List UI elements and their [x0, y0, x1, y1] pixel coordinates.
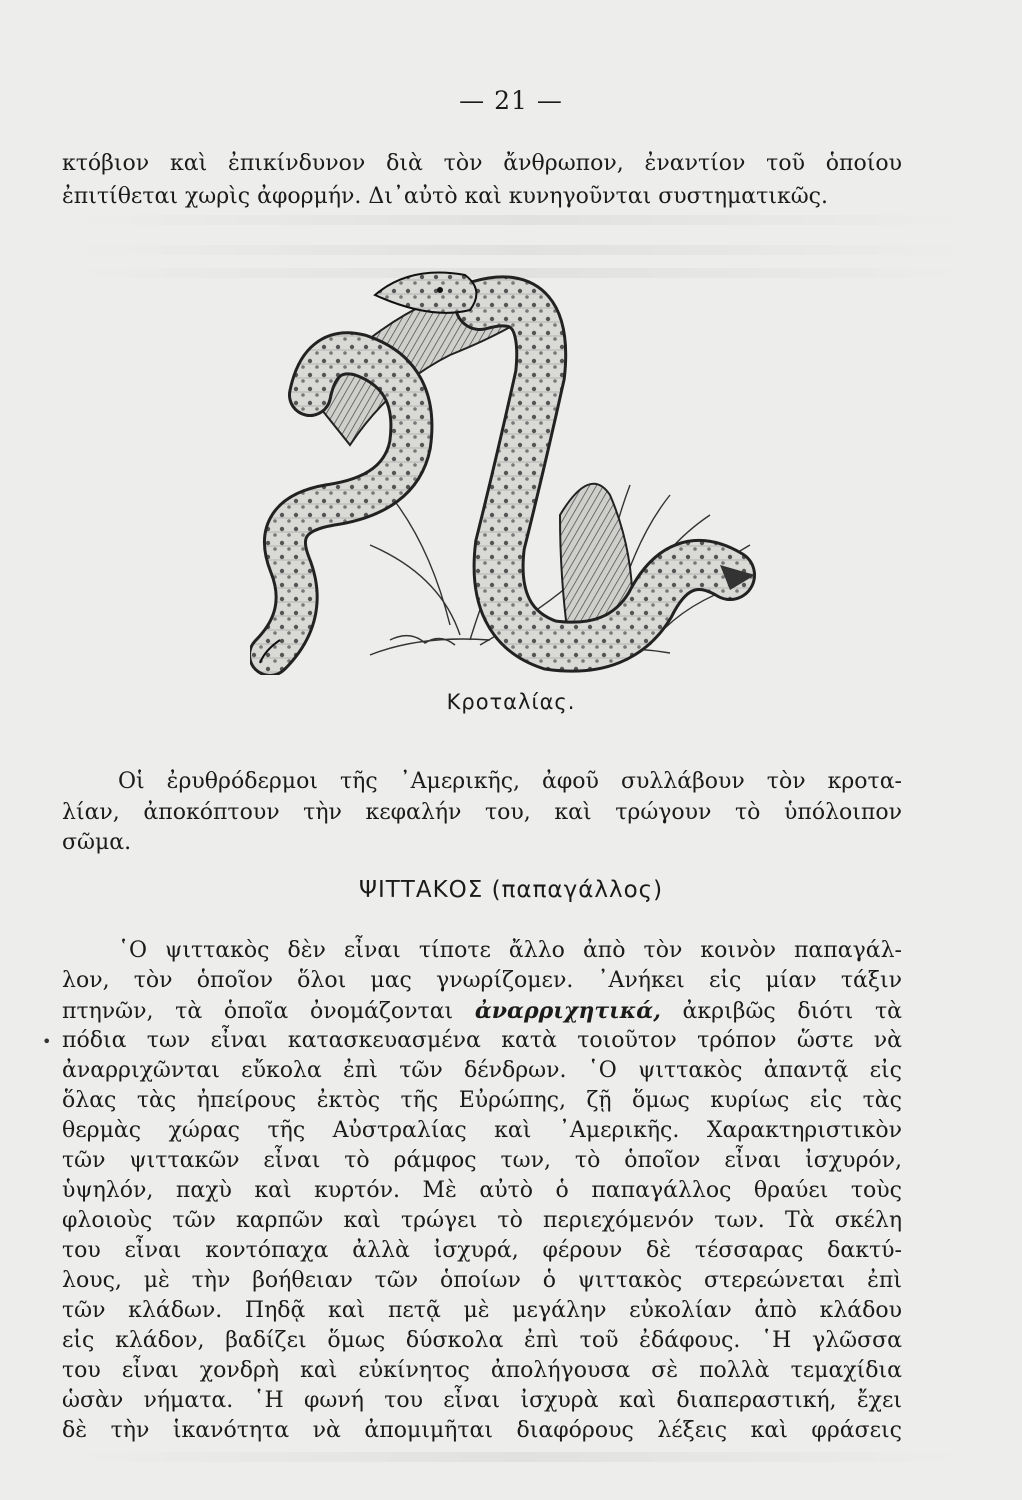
parrot-paragraph-line: ἀναρριχῶνται εὔκολα ἐπὶ τῶν δένδρων. ῾Ο ψιττακὸς ἀπαντᾷ εἰς — [62, 1058, 902, 1083]
snake-engraving — [250, 245, 770, 675]
rattlesnake-paragraph-line: Οἱ ἐρυθρόδερμοι τῆς ᾽Αμερικῆς, ἀφοῦ συλλάβουν τὸν κροτα- — [118, 769, 902, 794]
stray-mark: • — [42, 1032, 52, 1051]
parrot-paragraph-line: δὲ τὴν ἱκανότητα νὰ ἀπομιμῆται διαφόρους λέξεις καὶ φράσεις — [62, 1418, 902, 1443]
emphasized-term: ἀναρριχητικά, — [474, 998, 661, 1024]
parrot-paragraph-line: λους, μὲ τὴν βοήθειαν τῶν ὁποίων ὁ ψιττακὸς στερεώνεται ἐπὶ — [62, 1268, 902, 1293]
parrot-line-text: πτηνῶν, τὰ ὁποῖα ὀνομάζονται — [62, 999, 475, 1024]
parrot-paragraph-line: τῶν ψιττακῶν εἶναι τὸ ράμφος των, τὸ ὁποῖον εἶναι ἰσχυρόν, — [62, 1148, 902, 1173]
section-heading: ΨΙΤΤΑΚΟΣ (παπαγάλλος) — [358, 877, 664, 903]
show-through-mark — [70, 215, 970, 225]
parrot-paragraph-line: ῾Ο ψιττακὸς δὲν εἶναι τίποτε ἄλλο ἀπὸ τὸν κοινὸν παπαγάλ- — [118, 938, 902, 963]
top-paragraph-line: ἐπιτίθεται χωρὶς ἀφορμήν. Δι᾽αὐτὸ καὶ κυνηγοῦνται συστηματικῶς. — [62, 184, 828, 209]
show-through-mark — [70, 1452, 970, 1462]
engraver-signature — [390, 636, 455, 645]
rattlesnake-paragraph-line: σῶμα. — [62, 830, 132, 855]
parrot-paragraph-line: του εἶναι χονδρὴ καὶ εὐκίνητος ἀπολήγουσα σὲ πολλὰ τεμαχίδια — [62, 1358, 902, 1383]
rattlesnake-illustration — [250, 245, 770, 675]
parrot-paragraph-line: φλοιοὺς τῶν καρπῶν καὶ τρώγει τὸ περιεχόμενόν των. Τὰ σκέλη — [62, 1208, 902, 1233]
figure-caption: Κροταλίας. — [446, 690, 576, 714]
parrot-line-text: ἀκριβῶς διότι τὰ — [660, 999, 902, 1024]
snake-head — [375, 273, 476, 313]
parrot-paragraph-line: τῶν κλάδων. Πηδᾷ καὶ πετᾷ μὲ μεγάλην εὐκολίαν ἀπὸ κλάδου — [62, 1298, 902, 1323]
parrot-paragraph-line: ὅλας τὰς ἠπείρους ἐκτὸς τῆς Εὐρώπης, ζῇ ὅμως κυρίως εἰς τὰς — [62, 1088, 902, 1113]
snake-eye — [437, 287, 443, 293]
parrot-paragraph-line: πόδια των εἶναι κατασκευασμένα κατὰ τοιοῦτον τρόπον ὥστε νὰ — [62, 1028, 902, 1053]
parrot-paragraph-line: θερμὰς χώρας τῆς Αὐστραλίας καὶ ᾽Αμερικῆς. Χαρακτηριστικὸν — [62, 1118, 902, 1143]
parrot-paragraph-line: εἰς κλάδον, βαδίζει ὅμως δύσκολα ἐπὶ τοῦ ἐδάφους. ῾Η γλῶσσα — [62, 1328, 902, 1353]
parrot-paragraph-line — [62, 997, 902, 1026]
top-paragraph-line: κτόβιον καὶ ἐπικίνδυνον διὰ τὸν ἄνθρωπον, ἐναντίον τοῦ ὁποίου — [62, 151, 902, 176]
parrot-paragraph-line: ὑψηλόν, παχὺ καὶ κυρτόν. Μὲ αὐτὸ ὁ παπαγάλλος θραύει τοὺς — [62, 1178, 902, 1203]
page-number: — 21 — — [459, 86, 563, 115]
parrot-paragraph-line: λον, τὸν ὁποῖον ὅλοι μας γνωρίζομεν. ᾽Ανήκει εἰς μίαν τάξιν — [62, 968, 902, 993]
parrot-paragraph-line: του εἶναι κοντόπαχα ἀλλὰ ἰσχυρά, φέρουν δὲ τέσσαρας δακτύ- — [62, 1238, 902, 1263]
parrot-paragraph-line: ὡσὰν νήματα. ῾Η φωνή του εἶναι ἰσχυρὰ καὶ διαπεραστική, ἔχει — [62, 1388, 902, 1413]
rattlesnake-paragraph-line: λίαν, ἀποκόπτουν τὴν κεφαλήν του, καὶ τρώγουν τὸ ὑπόλοιπον — [62, 800, 902, 825]
